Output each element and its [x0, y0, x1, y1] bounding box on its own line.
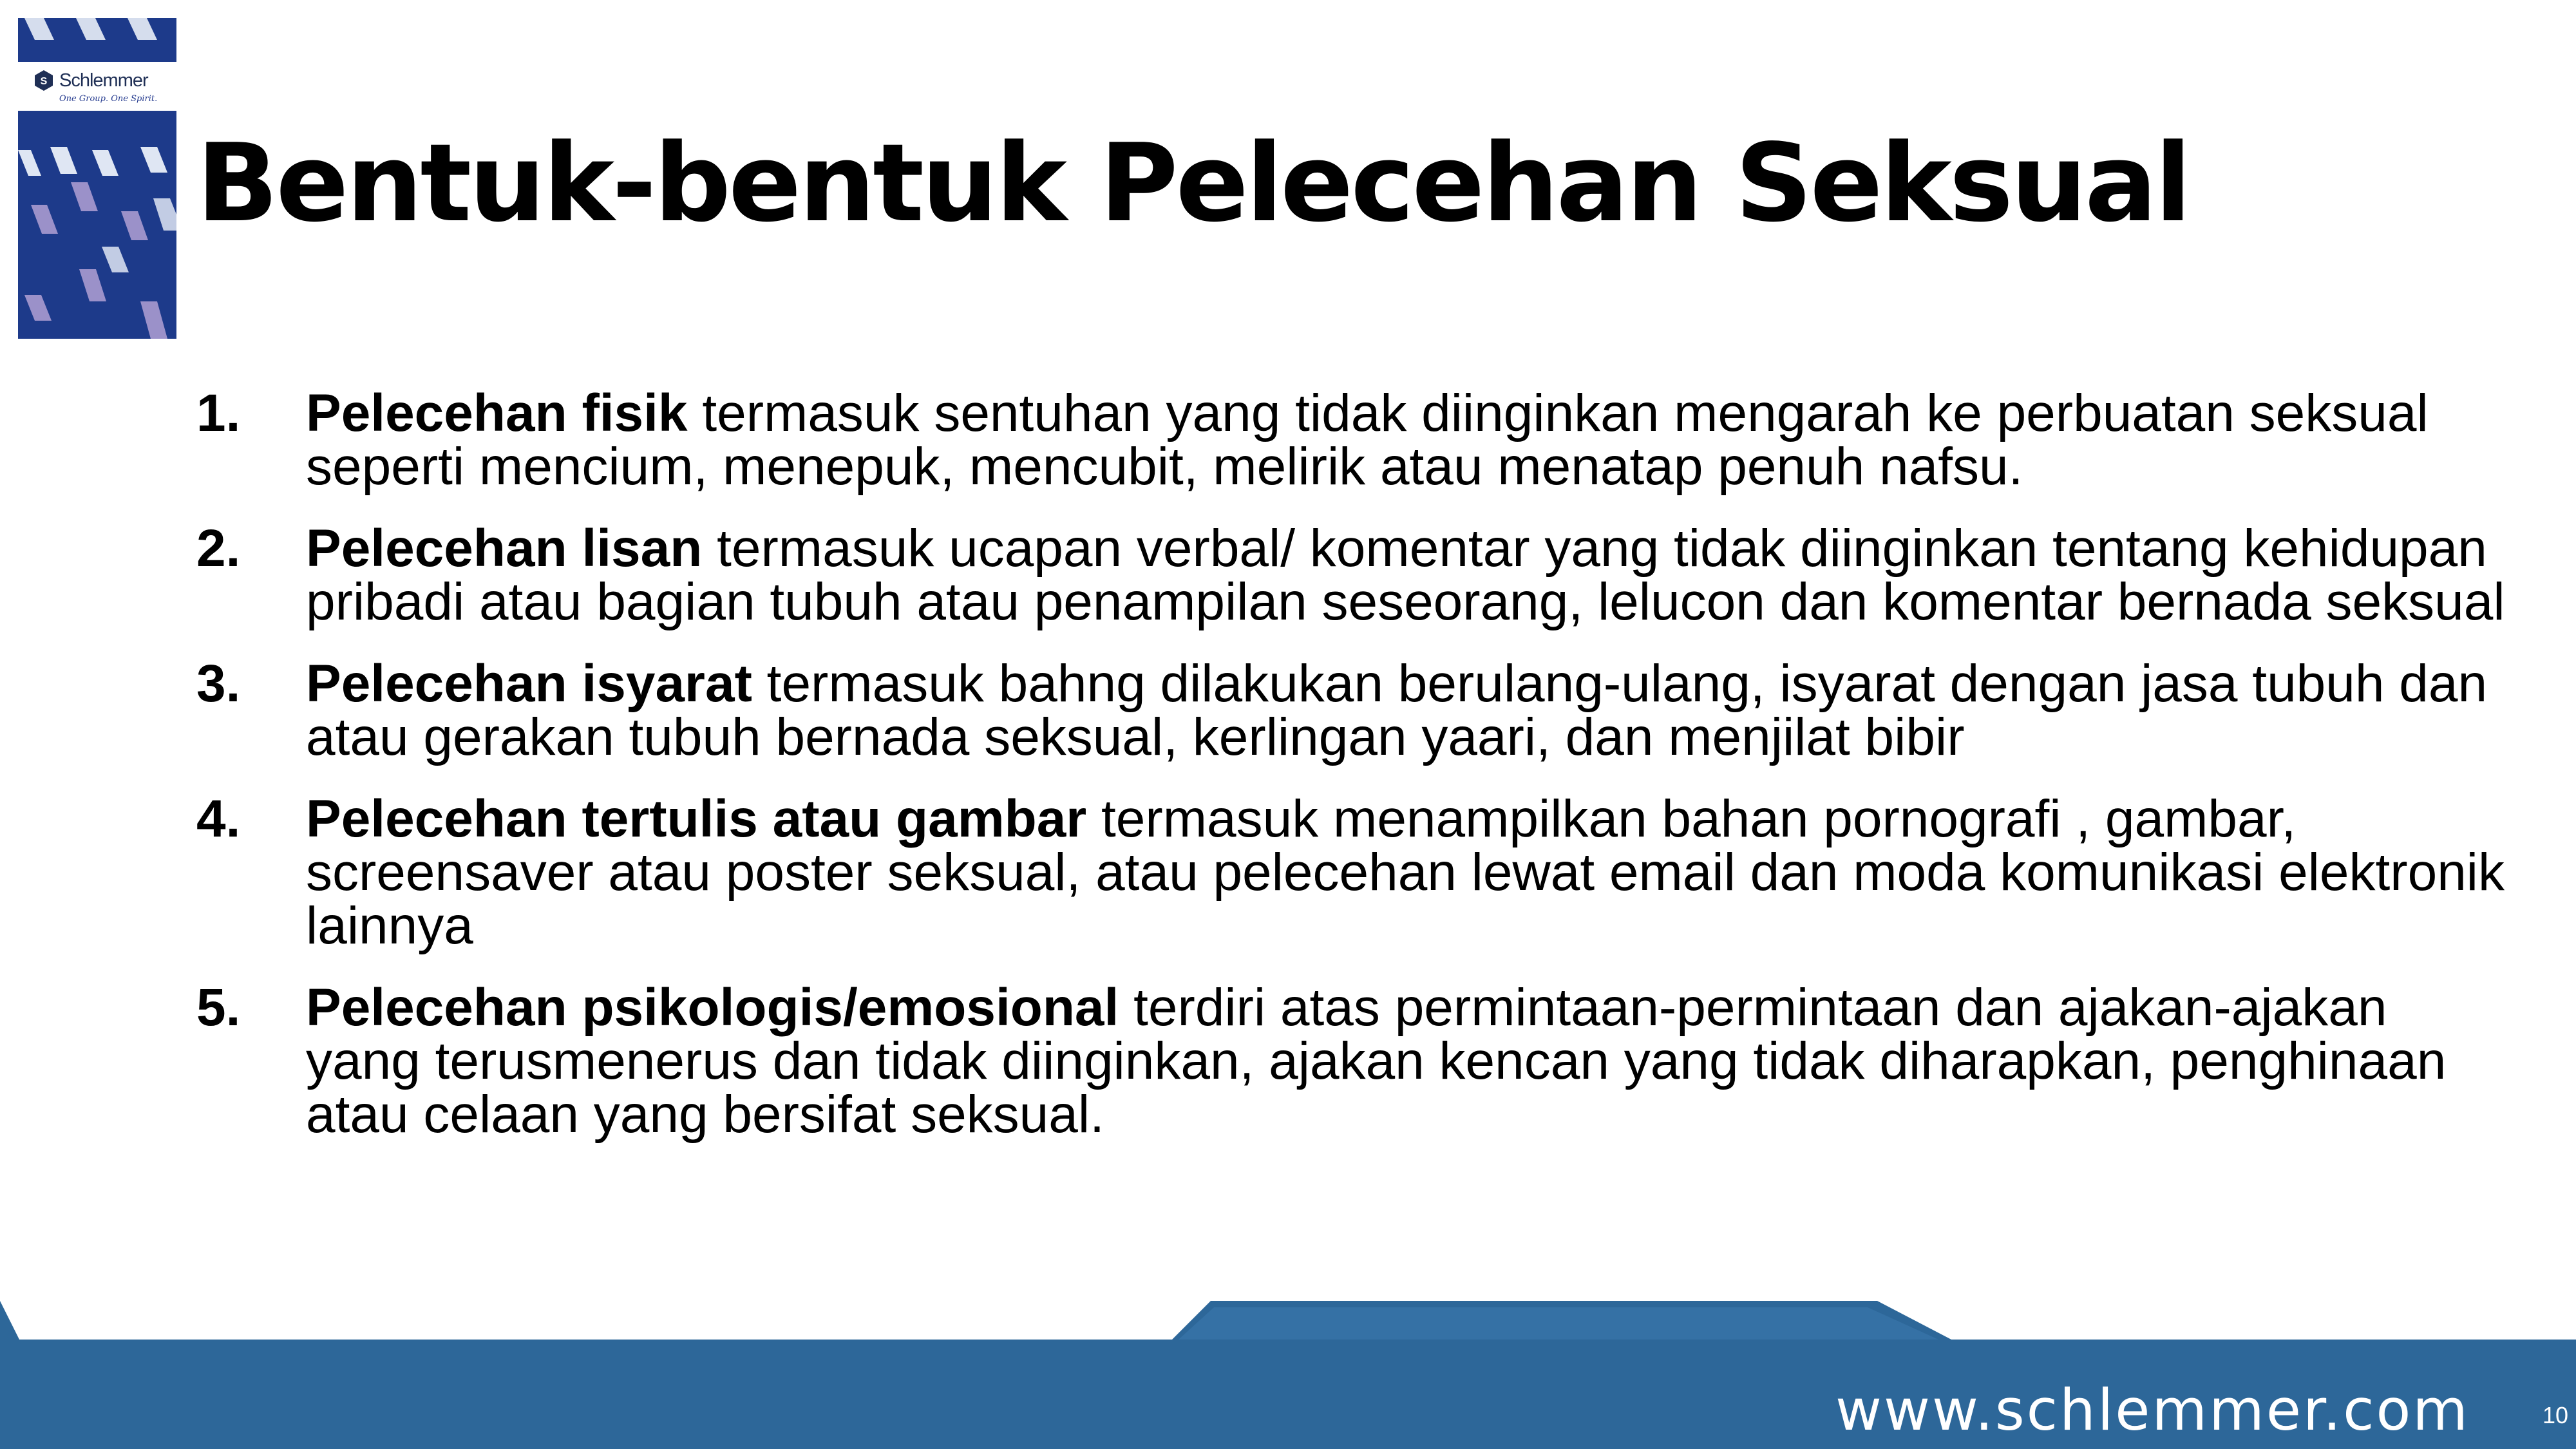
item-number: 4. [196, 790, 241, 848]
logo-hexagon-icon [32, 69, 55, 92]
svg-text:S: S [40, 76, 48, 87]
item-description: termasuk bahng dilakukan berulang-ulang, isyarat dengan jasa tubuh dan atau gerakan tubuh bernada seksual, kerlingan yaari, dan menjilat bibir [306, 654, 2488, 766]
item-text [306, 384, 2515, 496]
item-number: 3. [196, 654, 241, 713]
item-text [306, 790, 2515, 955]
company-logo [18, 62, 176, 111]
list-item [196, 978, 2515, 1144]
item-description: termasuk ucapan verbal/ komentar yang tidak diinginkan tentang kehidupan pribadi atau bagian tubuh atau penampilan seseorang, lelucon dan komentar bernada seksual [306, 519, 2505, 631]
item-description: termasuk sentuhan yang tidak diinginkan mengarah ke perbuatan seksual seperti mencium, menepuk, mencubit, melirik atau menatap penuh nafsu. [306, 384, 2429, 496]
item-text [306, 978, 2515, 1144]
logo-tagline: One Group. One Spirit. [59, 94, 158, 104]
item-term: Pelecehan tertulis atau gambar [306, 790, 1087, 848]
logo-name: Schlemmer [59, 70, 148, 91]
harassment-types-list [196, 386, 2515, 1170]
list-item [196, 654, 2515, 766]
item-number: 1. [196, 384, 241, 442]
slide-title: Bentuk-bentuk Pelecehan Seksual [196, 121, 2190, 246]
item-text [306, 519, 2515, 631]
item-term: Pelecehan lisan [306, 519, 703, 578]
page-number: 10 [2543, 1402, 2569, 1428]
list-item [196, 519, 2515, 631]
item-number: 2. [196, 519, 241, 578]
item-term: Pelecehan psikologis/emosional [306, 978, 1119, 1037]
item-term: Pelecehan fisik [306, 384, 688, 442]
item-description: terdiri atas permintaan-permintaan dan ajakan-ajakan yang terusmenerus dan tidak diinginkan, ajakan kencan yang tidak diharapkan, penghinaan atau celaan yang bersifat seksual. [306, 978, 2447, 1144]
item-term: Pelecehan isyarat [306, 654, 752, 713]
item-description: termasuk menampilkan bahan pornografi , gambar, screensaver atau poster seksual, atau pelecehan lewat email dan moda komunikasi elektronik lainnya [306, 790, 2505, 955]
item-text [306, 654, 2515, 766]
footer-website: www.schlemmer.com [1835, 1377, 2470, 1443]
list-item [196, 384, 2515, 496]
list-item [196, 790, 2515, 955]
item-number: 5. [196, 978, 241, 1037]
